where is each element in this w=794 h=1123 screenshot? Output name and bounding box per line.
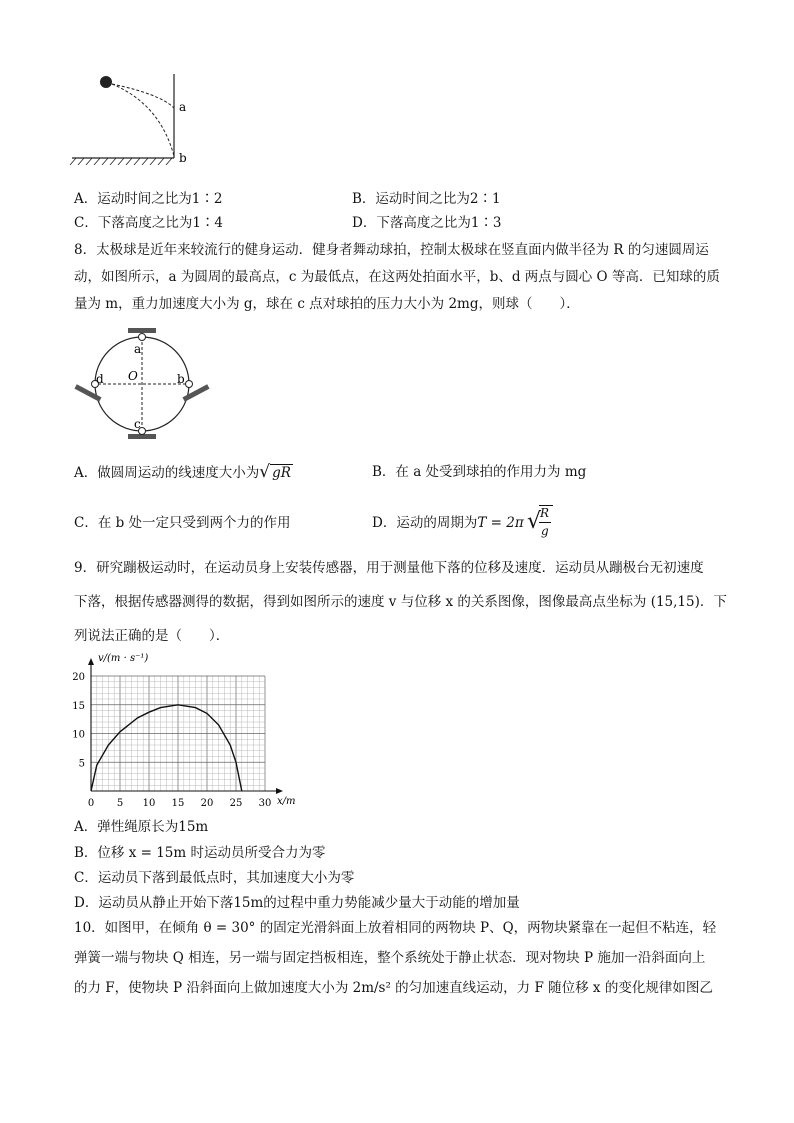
label-a: a [179,100,187,114]
q9-option-d: D．运动员从静止开始下落15m的过程中重力势能减少量大于动能的增加量 [74,895,520,911]
q10-line-2: 弹簧一端与物块 Q 相连，另一端与固定挡板相连，整个系统处于静止状态．现对物块 P 施加一沿斜面向上 [74,950,706,966]
label-d: d [96,372,104,386]
q8-line-1: 8．太极球是近年来较流行的健身运动．健身者舞动球拍，控制太极球在竖直面内做半径为 R 的匀速圆周运 [74,242,709,258]
projectile-figure [60,66,210,176]
x-tick-label: 10 [142,798,156,809]
q9-line-3: 列说法正确的是（ ）． [74,628,230,644]
q7-option-c: C．下落高度之比为1∶4 [74,215,224,231]
x-tick-label: 30 [258,798,272,809]
y-tick-label: 5 [78,758,85,770]
q8-option-d: D．运动的周期为T = 2π [372,515,524,531]
option-a-math: gR [272,465,291,481]
x-tick-label: 25 [229,798,243,809]
label-b: b [179,151,187,165]
x-axis-arrow [276,788,283,794]
q8-option-a: A．做圆周运动的线速度大小为√ gR [74,462,291,482]
label-a: a [134,342,142,356]
trajectory-a [112,84,174,108]
ball [100,76,112,88]
y-tick-label: 15 [72,700,85,712]
label-c: c [134,417,141,431]
q7-option-a: A．运动时间之比为1∶2 [74,191,223,207]
q8-line-3: 量为 m，重力加速度大小为 g，球在 c 点对球拍的压力大小为 2mg，则球（ ）． [74,296,580,312]
trajectory-b [112,84,174,156]
y-axis-arrow [88,658,94,665]
ball-a [139,334,146,341]
ball-b [186,381,193,388]
label-center-o: O [128,369,138,383]
y-tick-label: 20 [72,672,85,683]
q8-option-b: B．在 a 处受到球拍的作用力为 mg [372,464,587,480]
racket-top [128,328,156,333]
x-tick-label: 15 [171,798,185,809]
q8-line-2: 动，如图所示，a 为圆周的最高点，c 为最低点，在这两处拍面水平，b、d 两点与圆心 O 等高．已知球的质 [74,269,720,285]
q8-option-c: C．在 b 处一定只受到两个力的作用 [74,515,291,531]
velocity-displacement-chart [64,646,314,812]
ground-hatch [70,158,172,165]
q9-line-2: 下落，根据传感器测得的数据，得到如图所示的速度 v 与位移 x 的关系图像，图像最高点坐标为 (15,15)．下 [74,594,727,610]
y-axis-label: v/(m · s⁻¹) [98,653,149,664]
q8-option-d-fraction: √ R g [527,500,553,546]
label-b: b [177,372,185,386]
q9-option-b: B．位移 x = 15m 时运动员所受合力为零 [74,845,326,861]
x-tick-label: 5 [116,798,124,809]
q10-line-1: 10．如图甲，在倾角 θ = 30° 的固定光滑斜面上放着相同的两物块 P、Q，两物块紧靠在一起但不粘连，轻 [74,920,717,936]
y-tick-label: 10 [72,729,85,741]
q9-line-1: 9．研究蹦极运动时，在运动员身上安装传感器，用于测量他下落的位移及速度．运动员从蹦极台无初速度 [74,560,704,576]
q9-option-a: A．弹性绳原长为15m [74,819,209,835]
x-tick-label: 20 [200,798,214,809]
q10-line-3: 的力 F，使物块 P 沿斜面向上做加速度大小为 2m/s² 的匀加速直线运动，力 F 随位移 x 的变化规律如图乙 [74,980,713,996]
x-tick-label: 0 [87,798,95,809]
q7-option-d: D．下落高度之比为1∶3 [352,215,502,231]
x-axis-label: x/m [277,796,296,807]
circular-motion-figure [70,322,220,444]
q7-option-b: B．运动时间之比为2∶1 [352,191,501,207]
q9-option-c: C．运动员下落到最低点时，其加速度大小为零 [74,870,355,886]
